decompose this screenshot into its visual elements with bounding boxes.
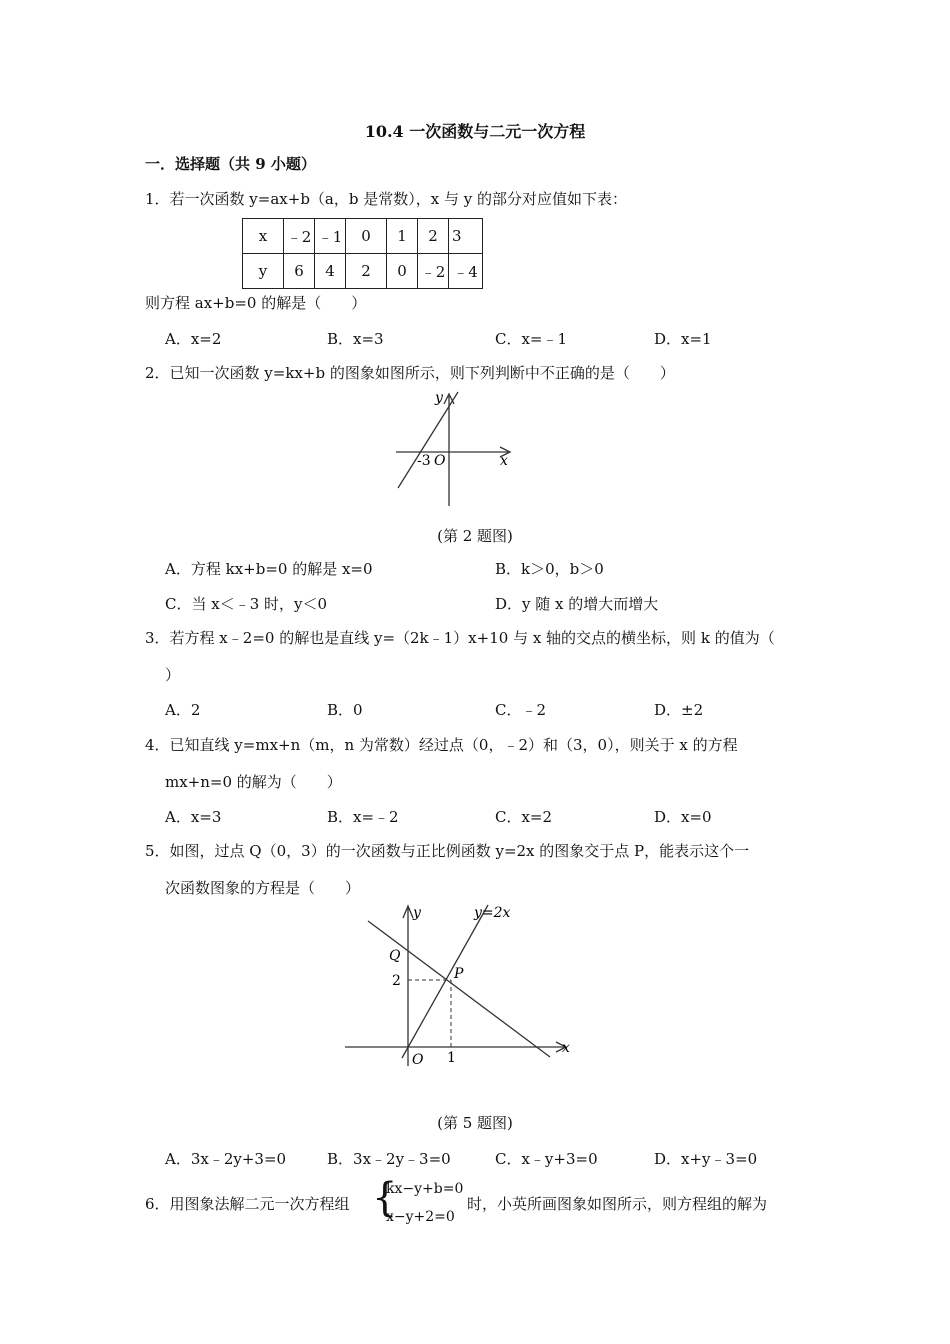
- q1-option-d[interactable]: D．x=1: [654, 330, 712, 348]
- table-cell: ﹣1: [315, 219, 346, 254]
- intercept-label: -3: [417, 453, 431, 469]
- table-cell: ﹣4: [449, 254, 483, 289]
- section-heading: 一．选择题（共 9 小题）: [145, 155, 316, 173]
- table-cell: 0: [387, 254, 418, 289]
- value-table: [242, 218, 483, 289]
- table-cell: 3: [449, 219, 483, 254]
- table-cell: 2: [346, 254, 387, 289]
- table-cell: x: [243, 219, 284, 254]
- tick-2-label: 2: [392, 973, 401, 989]
- question-3-stem: 3．若方程 x﹣2=0 的解也是直线 y=（2k﹣1）x+10 与 x 轴的交点的横坐标，则 k 的值为（: [145, 629, 775, 647]
- equation-1: kx−y+b=0: [386, 1181, 464, 1197]
- tick-1-label: 1: [447, 1050, 456, 1066]
- q2-option-d[interactable]: D．y 随 x 的增大而增大: [495, 595, 659, 613]
- q-label: Q: [389, 948, 401, 964]
- q5-option-a[interactable]: A．3x﹣2y+3=0: [165, 1150, 287, 1168]
- q3-option-c[interactable]: C．﹣2: [495, 701, 547, 719]
- x-axis-label: x: [562, 1040, 570, 1056]
- question-1-stem: 1．若一次函数 y=ax+b（a，b 是常数），x 与 y 的部分对应值如下表：: [145, 190, 627, 208]
- question-3-stem-cont: ）: [165, 666, 181, 684]
- table-cell: 4: [315, 254, 346, 289]
- q3-option-d[interactable]: D．±2: [654, 701, 704, 719]
- question-5-stem-cont: 次函数图象的方程是（ ）: [165, 879, 361, 897]
- q1-option-c[interactable]: C．x=﹣1: [495, 330, 568, 348]
- page-title: 10.4 一次函数与二元一次方程: [364, 122, 586, 141]
- question-2-stem: 2．已知一次函数 y=kx+b 的图象如图所示，则下列判断中不正确的是（ ）: [145, 364, 675, 382]
- q2-option-a[interactable]: A．方程 kx+b=0 的解是 x=0: [165, 560, 373, 578]
- q3-option-a[interactable]: A．2: [165, 701, 201, 719]
- q2-caption: (第 2 题图): [437, 527, 513, 545]
- origin-label: O: [434, 453, 446, 469]
- question-5-stem: 5．如图，过点 Q（0，3）的一次函数与正比例函数 y=2x 的图象交于点 P，能表示这个一: [145, 842, 750, 860]
- question-4-stem: 4．已知直线 y=mx+n（m，n 为常数）经过点（0，﹣2）和（3，0），则关于 x 的方程: [145, 736, 738, 754]
- equation-2: x−y+2=0: [386, 1209, 455, 1225]
- question-1-ask: 则方程 ax+b=0 的解是（ ）: [145, 294, 367, 312]
- table-cell: 1: [387, 219, 418, 254]
- table-cell: ﹣2: [418, 254, 449, 289]
- q5-option-c[interactable]: C．x﹣y+3=0: [495, 1150, 598, 1168]
- q5-caption: (第 5 题图): [437, 1114, 513, 1132]
- q1-option-a[interactable]: A．x=2: [165, 330, 222, 348]
- q1-option-b[interactable]: B．x=3: [327, 330, 384, 348]
- y-axis-label: y: [435, 390, 443, 406]
- equation-brace: {: [372, 1175, 398, 1221]
- q4-option-a[interactable]: A．x=3: [165, 808, 222, 826]
- q5-option-b[interactable]: B．3x﹣2y﹣3=0: [327, 1150, 451, 1168]
- question-6-stem-before: 6．用图象法解二元一次方程组: [145, 1195, 350, 1213]
- table-cell: 0: [346, 219, 387, 254]
- x-axis-label: x: [500, 453, 508, 469]
- q4-option-d[interactable]: D．x=0: [654, 808, 712, 826]
- table-row: [243, 254, 483, 289]
- origin-label: O: [412, 1052, 424, 1068]
- table-cell: 2: [418, 219, 449, 254]
- table-row: [243, 219, 483, 254]
- line-label: y=2x: [474, 905, 511, 921]
- p-label: P: [454, 966, 464, 982]
- q2-figure: [392, 388, 517, 510]
- q4-option-c[interactable]: C．x=2: [495, 808, 553, 826]
- q5-option-d[interactable]: D．x+y﹣3=0: [654, 1150, 758, 1168]
- q2-option-c[interactable]: C．当 x＜﹣3 时，y＜0: [165, 595, 328, 613]
- question-6-stem-after: 时，小英所画图象如图所示，则方程组的解为: [467, 1195, 768, 1213]
- q3-option-b[interactable]: B．0: [327, 701, 363, 719]
- table-cell: 6: [284, 254, 315, 289]
- q2-option-b[interactable]: B．k＞0，b＞0: [495, 560, 604, 578]
- question-4-stem-cont: mx+n=0 的解为（ ）: [165, 773, 342, 791]
- y-axis-label: y: [413, 905, 421, 921]
- line-y-2x: [402, 905, 488, 1058]
- table-cell: y: [243, 254, 284, 289]
- q4-option-b[interactable]: B．x=﹣2: [327, 808, 399, 826]
- q5-figure: [340, 900, 580, 1070]
- table-cell: ﹣2: [284, 219, 315, 254]
- line-through-q: [368, 921, 550, 1057]
